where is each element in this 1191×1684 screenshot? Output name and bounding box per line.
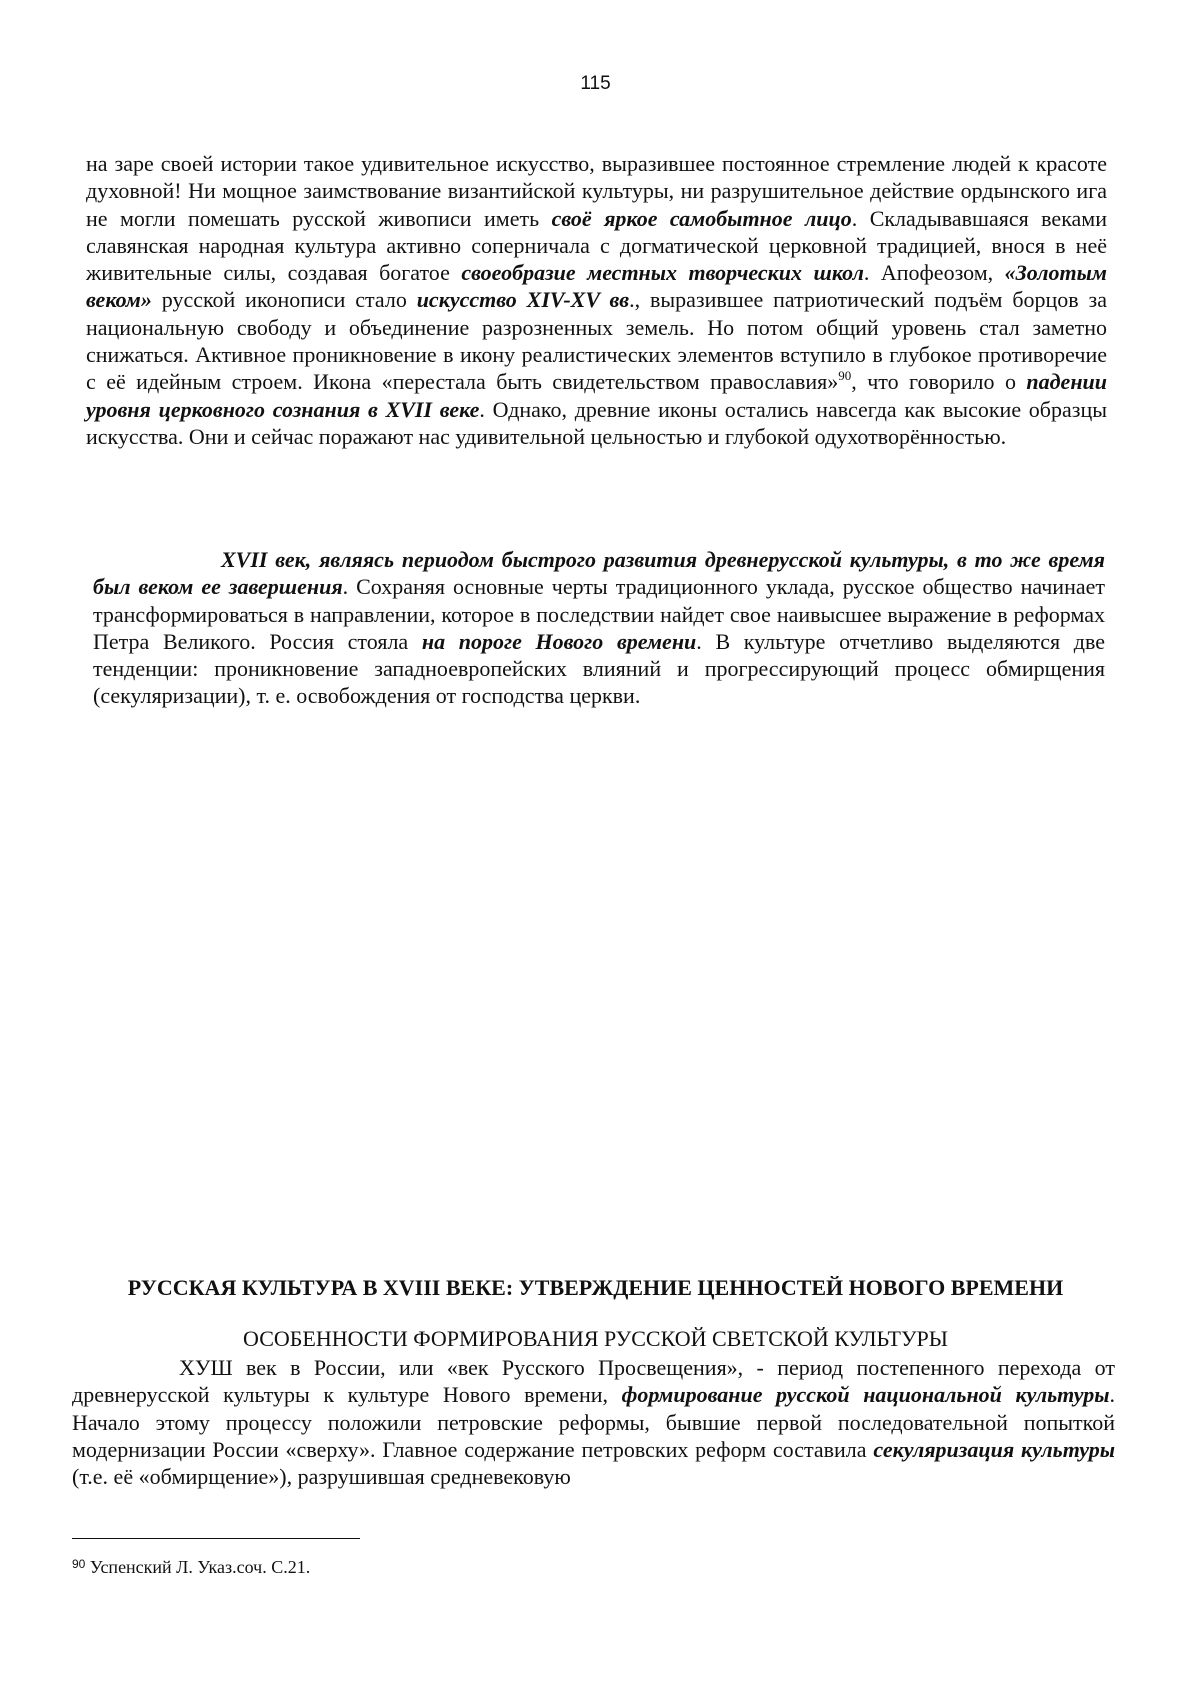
footnote-reference[interactable]: 90: [838, 368, 852, 384]
text-run: , что говорило о: [851, 369, 1027, 395]
emphasis-run: падении уровня церковного сознания в XVII веке: [86, 369, 1108, 422]
paragraph-seventeenth-century: [93, 546, 1105, 710]
text-run: русской иконописи стало: [151, 287, 417, 313]
text-run: . Апофеозом,: [863, 260, 1005, 286]
text-run: ., выразившее патриотический подъём борцов за национальную свободу и объединение разрозненных земель. Но потом общий уровень стал заметно снижаться. Активное проникновение в икону реалистических элементов вступило в глубокое противоречие с её идейным строем. Икона «перестала быть свидетельством православия»: [86, 287, 1107, 395]
paragraph-eighteenth-century: [72, 1354, 1115, 1490]
subsection-heading: ОСОБЕННОСТИ ФОРМИРОВАНИЯ РУССКОЙ СВЕТСКОЙ КУЛЬТУРЫ: [243, 1326, 948, 1351]
text-run: . Однако, древние иконы остались навсегда как высокие образцы искусства. Они и сейчас поражают нас удивительной цельностью и глубокой одухотворённостью.: [86, 396, 1108, 449]
paragraph-icon-painting: [86, 150, 1107, 450]
emphasis-run: на пороге Нового времени: [421, 628, 697, 654]
text-run: . Складывавшаяся веками славянская народная культура активно соперничала с догматической церковной традицией, внося в неё живительные силы, создавая богатое: [86, 205, 1108, 286]
emphasis-run: своё яркое самобытное лицо: [551, 205, 852, 231]
text-run: на заре своей истории такое удивительное искусство, выразившее постоянное стремление людей к красоте духовной! Ни мощное заимствование византийской культуры, ни разрушительное действие ордынского ига не могли помешать русской живописи иметь: [86, 151, 1107, 231]
emphasis-run: секуляризация культуры: [873, 1436, 1115, 1462]
footnote: [72, 1552, 310, 1579]
text-run: (т.е. её «обмирщение»), разрушившая средневековую: [72, 1464, 571, 1490]
emphasis-run: формирование русской национальной культуры: [621, 1382, 1110, 1408]
footnote-number: 90: [72, 1557, 86, 1571]
footnote-text: Успенский Л. Указ.соч. С.21.: [85, 1557, 311, 1577]
text-run: . Начало этому процессу положили петровские реформы, бывшие первой последовательной попыткой модернизации России «сверху». Главное содержание петровских реформ составила: [72, 1382, 1115, 1462]
emphasis-run: искусство XIV-XV вв: [416, 287, 630, 313]
emphasis-run: XVII век, являясь периодом быстрого развития древнерусской культуры, в то же время был веком ее завершения: [93, 547, 1105, 600]
text-run: . В культуре отчетливо выделяются две тенденции: проникновение западноевропейских влияний и прогрессирующий процесс обмирщения (секуляризации), т. е. освобождения от господства церкви.: [93, 628, 1105, 709]
emphasis-run: своеобразие местных творческих школ: [461, 260, 864, 286]
section-heading: РУССКАЯ КУЛЬТУРА В XVIII ВЕКЕ: УТВЕРЖДЕНИЕ ЦЕННОСТЕЙ НОВОГО ВРЕМЕНИ: [127, 1275, 1064, 1300]
footnote-separator: [72, 1538, 360, 1539]
text-run: ХУШ век в России, или «век Русского Просвещения», - период постепенного перехода от древнерусской культуры к культуре Нового времени,: [72, 1355, 1115, 1408]
text-run: . Сохраняя основные черты традиционного уклада, русское общество начинает трансформироваться в направлении, которое в последствии найдет свое наивысшее выражение в реформах Петра Великого. Россия стояла: [93, 574, 1105, 654]
emphasis-run: «Золотым веком»: [86, 260, 1107, 313]
page-number: 115: [580, 73, 611, 94]
